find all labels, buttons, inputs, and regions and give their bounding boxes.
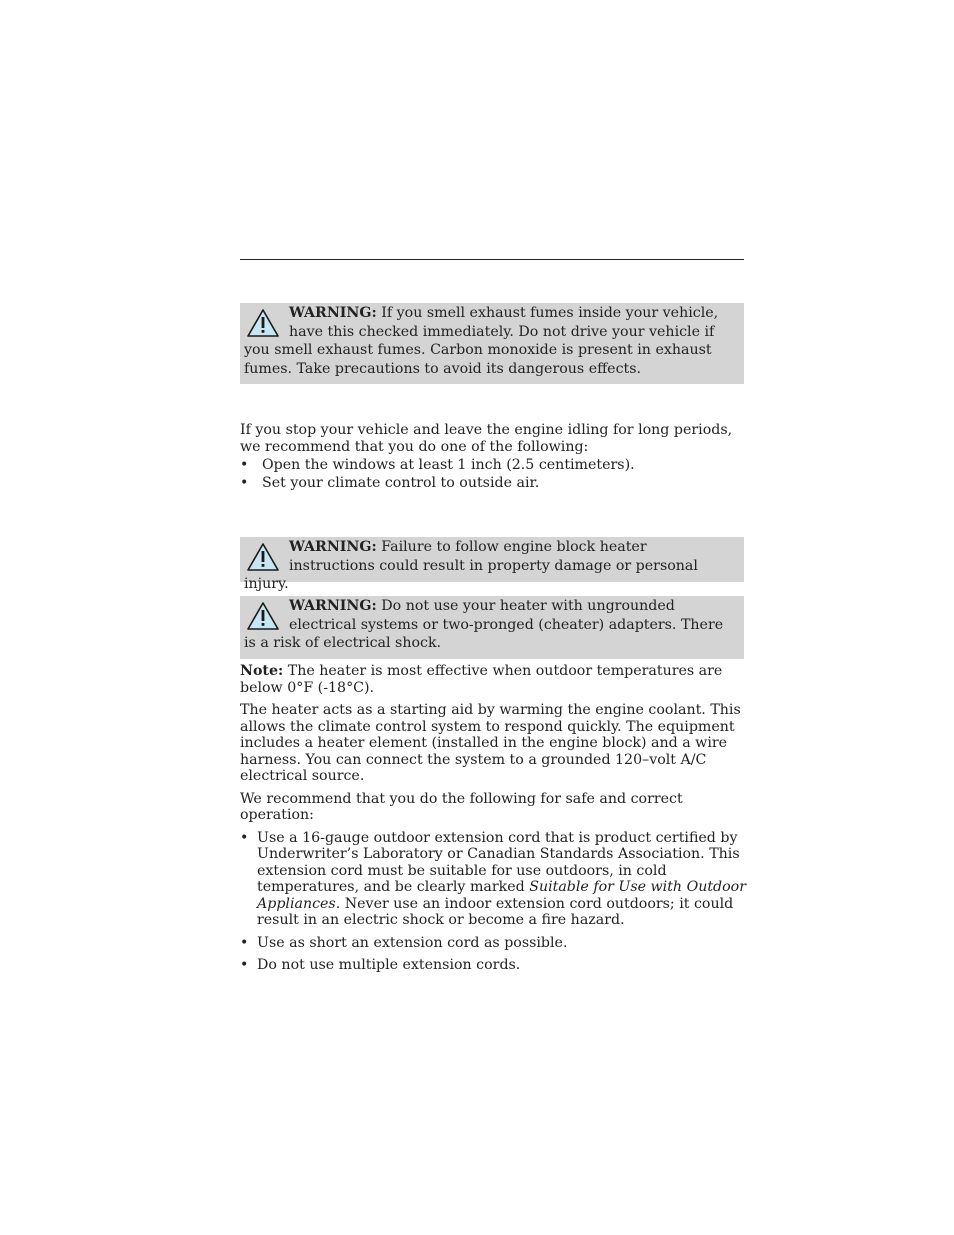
list-item: • Set your climate control to outside air. — [240, 474, 540, 491]
recommend-intro: We recommend that you do the following for safe and correct operation: — [240, 790, 683, 823]
warning-box-instructions — [240, 537, 744, 593]
list-item: • Use as short an extension cord as possible. — [240, 934, 568, 951]
warning-box-exhaust — [240, 303, 744, 384]
warning-triangle-icon — [246, 601, 280, 631]
bullet: • — [240, 829, 249, 846]
list-item: • Open the windows at least 1 inch (2.5 centimeters). — [240, 456, 635, 473]
warning-label: WARNING: — [289, 598, 377, 614]
list-item: • Do not use multiple extension cords. — [240, 957, 521, 973]
list-item: • Use a 16-gauge outdoor extension cord that is product certified by Underwriter’s Laboratory or Canadian Standards Association. This extension cord must be suitable for use outdoors, in cold temperatures, and be clearly marked Suitable for Use with Outdoor Appliances. Never use an indoor extension cord outdoors; it could result in an electric shock or become a fire hazard. — [240, 829, 746, 928]
idling-section — [240, 422, 746, 491]
note — [240, 663, 746, 696]
warning-triangle-icon — [246, 542, 280, 572]
warning-label: WARNING: — [289, 305, 377, 321]
bullet: • — [240, 456, 249, 473]
warning-label: WARNING: — [289, 539, 377, 555]
heater-paragraph: The heater acts as a starting aid by warming the engine coolant. This allows the climate control system to respond quickly. The equipment includes a heater element (installed in the engine block) and a wire harness. You can connect the system to a grounded 120–volt A/C electrical source. — [240, 702, 741, 784]
bullet: • — [240, 934, 249, 951]
note-text: The heater is most effective when outdoor temperatures are below 0°F (-18°C). — [240, 663, 723, 696]
heater-section — [240, 663, 746, 974]
idling-intro: If you stop your vehicle and leave the engine idling for long periods, we recommend that you do one of the following: — [240, 422, 733, 455]
bullet: • — [240, 474, 249, 491]
note-label: Note: — [240, 663, 284, 679]
warning-text: If you smell exhaust fumes inside your vehicle, have this checked immediately. Do not drive your vehicle if you smell exhaust fumes. Carbon monoxide is present in exhaust fumes. Take precautions to avoid its dangerous effects. — [244, 305, 719, 377]
warning-triangle-icon — [246, 308, 280, 338]
warning-box-ungrounded — [240, 596, 744, 659]
header-rule — [240, 259, 744, 260]
bullet: • — [240, 957, 249, 973]
warning-text: Do not use your heater with ungrounded electrical systems or two-pronged (cheater) adapters. There is a risk of electrical shock. — [244, 598, 724, 652]
warning-text: Failure to follow engine block heater instructions could result in property damage or personal injury. — [244, 539, 698, 593]
